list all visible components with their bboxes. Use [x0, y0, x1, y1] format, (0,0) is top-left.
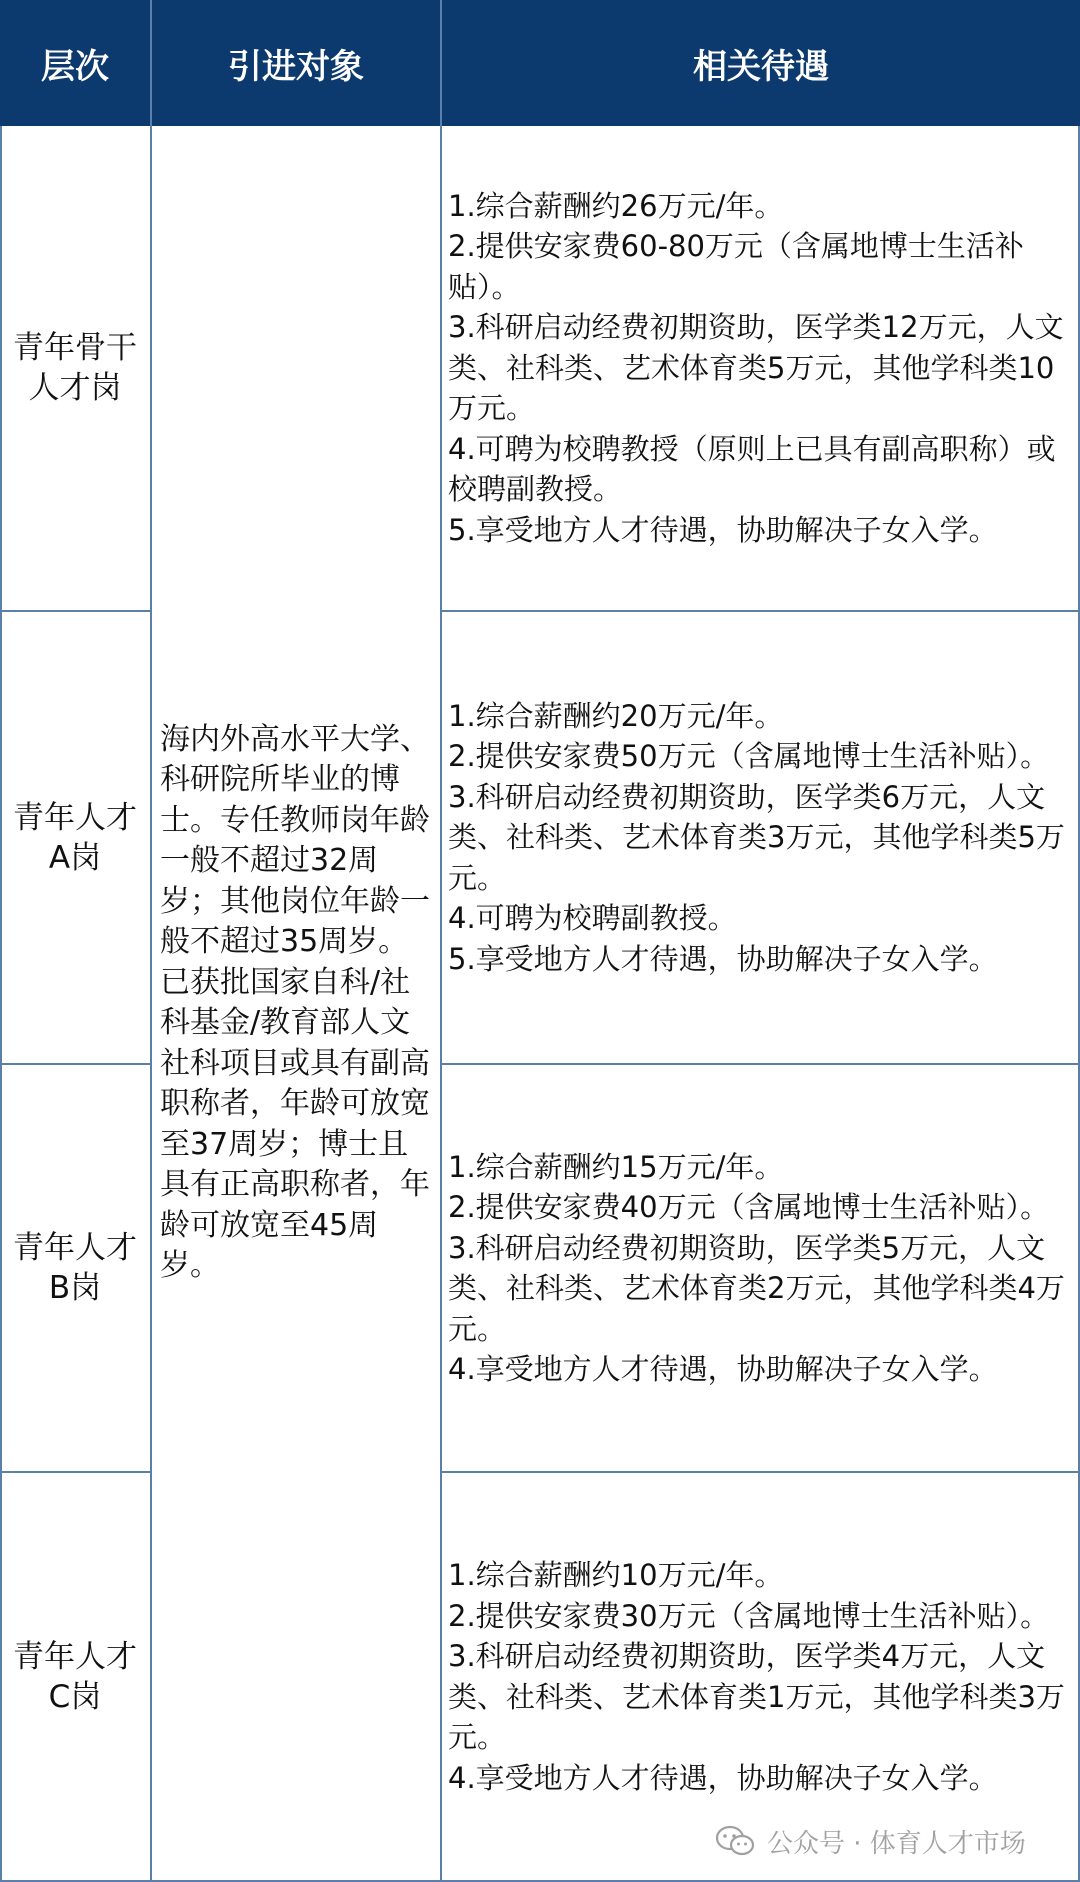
header-target: 引进对象	[228, 46, 364, 87]
header-benefits: 相关待遇	[693, 46, 829, 87]
benefits-list	[448, 1555, 1076, 1798]
target-text: 海内外高水平大学、科研院所毕业的博士。专任教师岗年龄一般不超过32周岁；其他岗位年龄一般不超过35周岁。已获批国家自科/社科基金/教育部人文社科项目或具有副高职称者，年龄可放宽至37周岁；博士且具有正高职称者，年龄可放宽至45周岁。	[160, 721, 430, 1283]
watermark-text: 公众号 · 体育人才市场	[767, 1828, 1026, 1859]
benefit-item: 1.综合薪酬约20万元/年。	[448, 698, 784, 733]
benefit-item: 2.提供安家费30万元（含属地博士生活补贴）。	[448, 1598, 1050, 1633]
benefit-item: 3.科研启动经费初期资助，医学类12万元，人文类、社科类、艺术体育类5万元，其他学科类10万元。	[448, 310, 1064, 426]
level-cell: 青年人才 C岗	[13, 1638, 137, 1715]
benefit-item: 1.综合薪酬约26万元/年。	[448, 188, 784, 223]
benefit-item: 1.综合薪酬约10万元/年。	[448, 1558, 784, 1592]
benefit-item: 4.享受地方人才待遇，协助解决子女入学。	[448, 1352, 998, 1386]
benefit-item: 5.享受地方人才待遇，协助解决子女入学。	[448, 512, 998, 547]
level-cell: 青年人才 A岗	[13, 799, 137, 876]
benefits-list	[448, 696, 1076, 980]
benefit-item: 4.享受地方人才待遇，协助解决子女入学。	[448, 1760, 998, 1795]
level-cell: 青年人才 B岗	[13, 1230, 137, 1306]
benefit-item: 5.享受地方人才待遇，协助解决子女入学。	[448, 941, 998, 976]
watermark	[715, 1818, 1026, 1864]
benefits-list	[448, 186, 1076, 551]
wechat-icon	[715, 1825, 755, 1857]
benefit-item: 2.提供安家费50万元（含属地博士生活补贴）。	[448, 739, 1050, 774]
benefits-cell	[0, 612, 1080, 1063]
benefit-item: 3.科研启动经费初期资助，医学类6万元，人文类、社科类、艺术体育类3万元，其他学科类5万元。	[448, 779, 1065, 895]
level-cell: 青年骨干 人才岗	[13, 330, 137, 406]
benefits-list	[448, 1147, 1076, 1390]
benefit-item: 1.综合薪酬约15万元/年。	[448, 1149, 784, 1184]
benefit-item: 3.科研启动经费初期资助，医学类4万元，人文类、社科类、艺术体育类1万元，其他学科类3万元。	[448, 1639, 1065, 1754]
table-header	[0, 0, 1080, 126]
benefits-cell	[0, 1065, 1080, 1471]
benefit-item: 3.科研启动经费初期资助，医学类5万元，人文类、社科类、艺术体育类2万元，其他学科类4万元。	[448, 1230, 1065, 1346]
benefit-item: 2.提供安家费40万元（含属地博士生活补贴）。	[448, 1190, 1050, 1224]
benefit-item: 2.提供安家费60-80万元（含属地博士生活补贴）。	[448, 229, 1024, 304]
header-level: 层次	[41, 46, 109, 87]
benefit-item: 4.可聘为校聘副教授。	[448, 901, 737, 936]
benefits-cell	[0, 126, 1080, 610]
benefit-item: 4.可聘为校聘教授（原则上已具有副高职称）或校聘副教授。	[448, 431, 1056, 507]
